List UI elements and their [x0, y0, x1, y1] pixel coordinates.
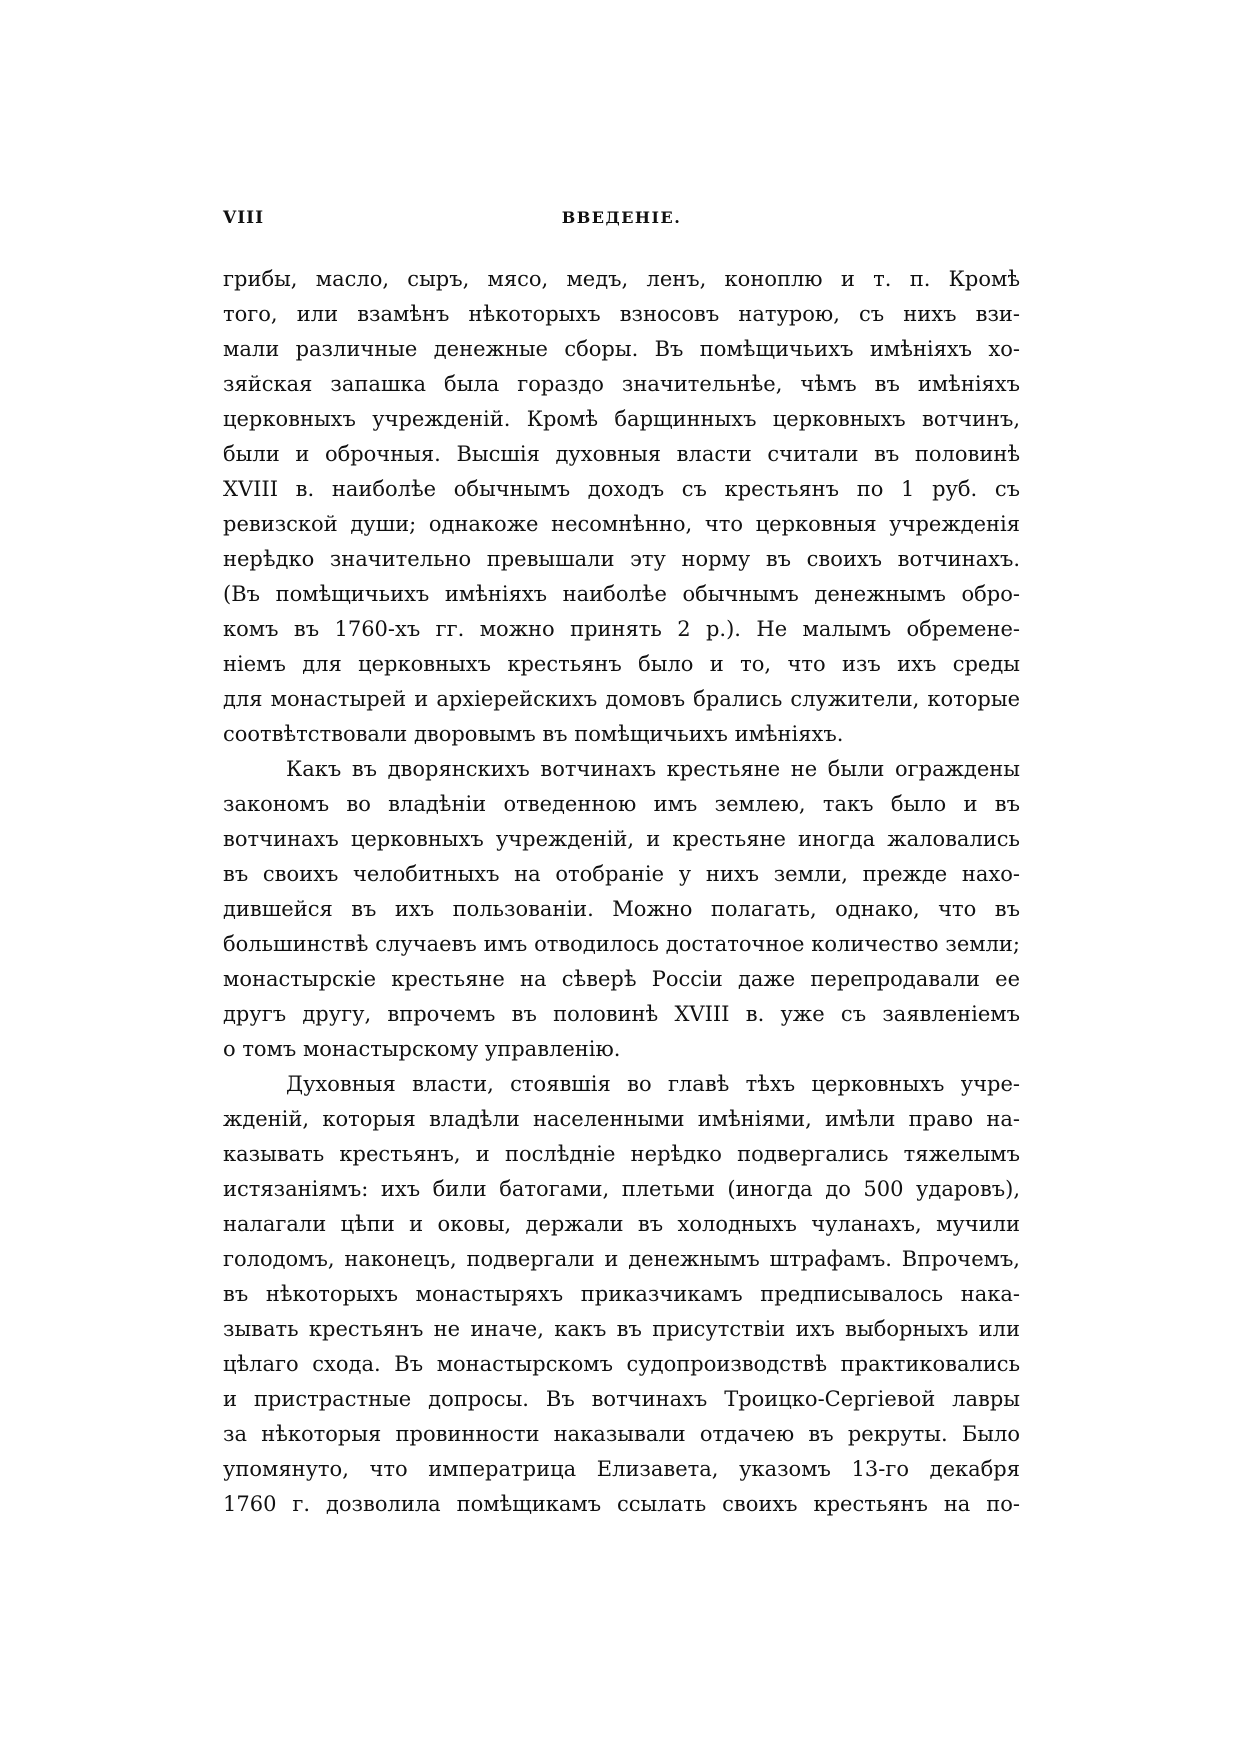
text-line: въ своихъ челобитныхъ на отобраніе у нихъ земли, прежде нахо- [223, 862, 1020, 886]
text-line: упомянуто, что императрица Елизавета, указомъ 13-го декабря [223, 1457, 1020, 1481]
text-line: большинствѣ случаевъ имъ отводилось достаточное количество земли; [223, 932, 1020, 956]
text-line: мали различные денежные сборы. Въ помѣщичьихъ имѣніяхъ хо- [223, 337, 1020, 361]
text-line: были и оброчныя. Высшія духовныя власти считали въ половинѣ [223, 442, 1020, 466]
text-line: жденій, которыя владѣли населенными имѣніями, имѣли право на- [223, 1107, 1020, 1131]
text-line: для монастырей и архіерейскихъ домовъ брались служители, которые [223, 687, 1020, 711]
body-text [223, 262, 1020, 1522]
text-line: зывать крестьянъ не иначе, какъ въ присутствіи ихъ выборныхъ или [223, 1317, 1020, 1341]
text-line: закономъ во владѣніи отведенною имъ землею, такъ было и въ [223, 792, 1020, 816]
text-line: и пристрастные допросы. Въ вотчинахъ Троицко-Сергіевой лавры [223, 1387, 1020, 1411]
text-line: другъ другу, впрочемъ въ половинѣ XVIII в. уже съ заявленіемъ [223, 1002, 1020, 1026]
text-line: въ нѣкоторыхъ монастыряхъ приказчикамъ предписывалось нака- [223, 1282, 1020, 1306]
text-line: 1760 г. дозволила помѣщикамъ ссылать своихъ крестьянъ на по- [223, 1492, 1020, 1516]
text-line: цѣлаго схода. Въ монастырскомъ судопроизводствѣ практиковались [223, 1352, 1020, 1376]
page-header [223, 208, 1020, 238]
text-line: казывать крестьянъ, и послѣдніе нерѣдко подвергались тяжелымъ [223, 1142, 1020, 1166]
text-line: (Въ помѣщичьихъ имѣніяхъ наиболѣе обычнымъ денежнымъ обро- [223, 582, 1020, 606]
text-line: комъ въ 1760-хъ гг. можно принять 2 р.). Не малымъ обремене- [223, 617, 1020, 641]
text-line: церковныхъ учрежденій. Кромѣ барщинныхъ церковныхъ вотчинъ, [223, 407, 1020, 431]
paragraph-2 [223, 752, 1020, 1067]
text-line: истязаніямъ: ихъ били батогами, плетьми (иногда до 500 ударовъ), [223, 1177, 1020, 1201]
text-line: Духовныя власти, стоявшія во главѣ тѣхъ церковныхъ учре- [286, 1072, 1020, 1096]
text-line: монастырскіе крестьяне на сѣверѣ Россіи даже перепродавали ее [223, 967, 1020, 991]
text-line: грибы, масло, сыръ, мясо, медъ, ленъ, коноплю и т. п. Кромѣ [223, 267, 1020, 291]
text-line: того, или взамѣнъ нѣкоторыхъ взносовъ натурою, съ нихъ взи- [223, 302, 1020, 326]
text-line: ніемъ для церковныхъ крестьянъ было и то, что изъ ихъ среды [223, 652, 1020, 676]
text-line: вотчинахъ церковныхъ учрежденій, и крестьяне иногда жаловались [223, 827, 1020, 851]
text-line: Какъ въ дворянскихъ вотчинахъ крестьяне не были ограждены [286, 757, 1020, 781]
running-title: ВВЕДЕНІЕ. [561, 208, 682, 227]
paragraph-1 [223, 262, 1020, 752]
text-line: за нѣкоторыя провинности наказывали отдачею въ рекруты. Было [223, 1422, 1020, 1446]
text-line: нерѣдко значительно превышали эту норму въ своихъ вотчинахъ. [223, 547, 1020, 571]
text-line: о томъ монастырскому управленію. [223, 1037, 621, 1061]
text-line: дившейся въ ихъ пользованіи. Можно полагать, однако, что въ [223, 897, 1020, 921]
page-number: VIII [223, 208, 265, 228]
text-line: соотвѣтствовали дворовымъ въ помѣщичьихъ имѣніяхъ. [223, 722, 844, 746]
text-line: голодомъ, наконецъ, подвергали и денежнымъ штрафамъ. Впрочемъ, [223, 1247, 1020, 1271]
paragraph-3 [223, 1067, 1020, 1522]
text-line: зяйская запашка была гораздо значительнѣе, чѣмъ въ имѣніяхъ [223, 372, 1020, 396]
text-line: ревизской души; однакоже несомнѣнно, что церковныя учрежденія [223, 512, 1020, 536]
text-line: XVIII в. наиболѣе обычнымъ доходъ съ крестьянъ по 1 руб. съ [223, 477, 1020, 501]
text-line: налагали цѣпи и оковы, держали въ холодныхъ чуланахъ, мучили [223, 1212, 1020, 1236]
